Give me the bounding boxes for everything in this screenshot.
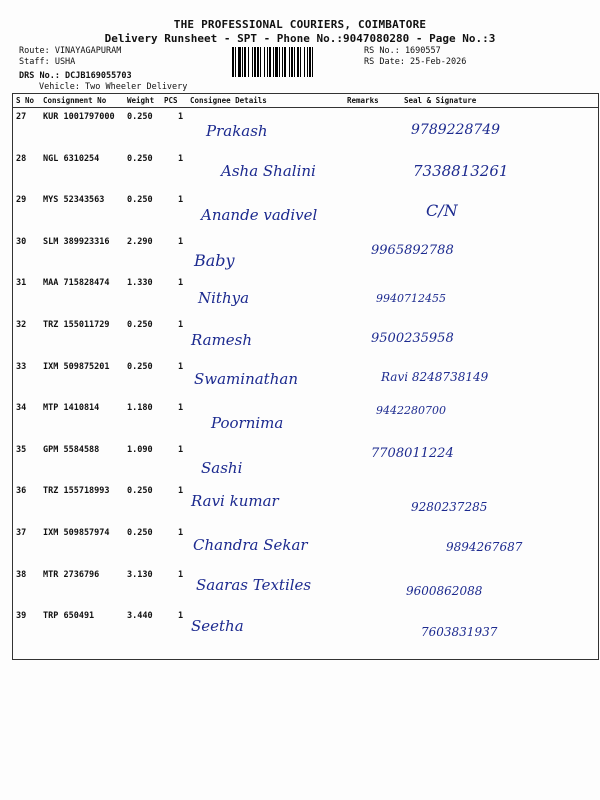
- col-sno: S No: [16, 96, 35, 105]
- row-consignee-handwritten: Saaras Textiles: [196, 575, 312, 594]
- meta-left: [19, 46, 132, 82]
- row-weight: 3.440: [127, 611, 153, 622]
- row-consignee-handwritten: Sashi: [201, 458, 243, 477]
- page-title: THE PROFESSIONAL COURIERS, COIMBATORE: [173, 18, 427, 31]
- table-row: [13, 441, 598, 482]
- col-consignment: Consignment No: [43, 96, 107, 105]
- row-weight: 0.250: [127, 153, 153, 164]
- row-consignee-handwritten: Poornima: [211, 414, 284, 433]
- row-signature: C/N: [426, 201, 458, 221]
- row-pcs: 1: [178, 403, 184, 414]
- rs-date-label: RS Date: 25-Feb-2026: [364, 57, 467, 67]
- table-header: [13, 94, 598, 108]
- row-pcs: 1: [178, 444, 184, 455]
- row-pcs: 1: [178, 486, 184, 497]
- row-weight: 1.180: [127, 403, 153, 414]
- row-signature: 7338813261: [413, 161, 509, 180]
- row-signature: 9500235958: [371, 331, 454, 346]
- row-sno: 37: [16, 528, 27, 538]
- row-pcs: 1: [178, 611, 184, 622]
- row-consignment: MTP 1410814: [43, 403, 100, 414]
- row-consignee-handwritten: Ramesh: [191, 331, 253, 349]
- row-pcs: 1: [178, 569, 184, 580]
- row-weight: 0.250: [127, 320, 153, 330]
- row-consignment: SLM 389923316: [43, 236, 110, 247]
- row-weight: 0.250: [127, 528, 153, 538]
- col-consignee: Consignee Details: [190, 96, 267, 105]
- row-sno: 34: [16, 403, 27, 414]
- row-pcs: 1: [178, 195, 184, 206]
- row-pcs: 1: [178, 153, 184, 164]
- table-row: [13, 482, 598, 523]
- row-signature: 9442280700: [376, 404, 446, 418]
- row-signature: 9965892788: [371, 242, 454, 258]
- row-weight: 0.250: [127, 195, 153, 206]
- meta-right: [364, 46, 466, 68]
- row-consignee-handwritten: Prakash: [206, 122, 268, 140]
- row-consignee-handwritten: Baby: [194, 250, 235, 270]
- row-consignee-handwritten: Anande vadivel: [201, 206, 318, 225]
- row-consignment: IXM 509857974: [43, 528, 110, 538]
- row-sno: 33: [16, 361, 27, 372]
- row-pcs: 1: [178, 361, 184, 372]
- row-sno: 27: [16, 112, 27, 122]
- row-weight: 1.090: [127, 444, 153, 455]
- row-weight: 0.250: [127, 112, 153, 122]
- table-row: [13, 566, 598, 607]
- row-consignment: TRZ 155011729: [43, 320, 110, 330]
- row-weight: 3.130: [127, 569, 153, 580]
- row-consignment: TRZ 155718993: [43, 486, 110, 497]
- table-row: [13, 399, 598, 440]
- table-row: [13, 524, 598, 565]
- row-weight: 2.290: [127, 236, 153, 247]
- row-consignment: MTR 2736796: [43, 569, 100, 580]
- row-pcs: 1: [178, 112, 184, 122]
- row-sno: 38: [16, 569, 27, 580]
- table-row: [13, 358, 598, 399]
- col-pcs: PCS: [164, 96, 178, 105]
- row-signature: 7708011224: [371, 445, 454, 461]
- row-sno: 29: [16, 195, 27, 206]
- vehicle-label: Vehicle: Two Wheeler Delivery: [39, 82, 188, 92]
- row-weight: 1.330: [127, 278, 153, 289]
- row-consignment: TRP 650491: [43, 611, 95, 622]
- table-row: [13, 150, 598, 191]
- page-subtitle: Delivery Runsheet - SPT - Phone No.:9047080280 - Page No.:3: [104, 32, 496, 45]
- row-signature: 9789228749: [411, 122, 501, 138]
- row-pcs: 1: [178, 528, 184, 538]
- rs-no-label: RS No.: 1690557: [364, 46, 441, 56]
- row-signature: 9280237285: [411, 500, 488, 515]
- row-consignee-handwritten: Nithya: [198, 289, 250, 308]
- row-sno: 30: [16, 236, 27, 247]
- row-consignment: IXM 509875201: [43, 361, 110, 372]
- row-pcs: 1: [178, 236, 184, 247]
- row-signature: 9940712455: [376, 292, 446, 306]
- table-row: [13, 108, 598, 149]
- col-weight: Weight: [127, 96, 155, 105]
- row-consignment: KUR 1001797000: [43, 112, 115, 122]
- col-seal: Seal & Signature: [404, 96, 477, 105]
- row-consignee-handwritten: Ravi kumar: [191, 492, 279, 511]
- row-consignee-handwritten: Swaminathan: [194, 369, 298, 388]
- row-pcs: 1: [178, 278, 184, 289]
- row-consignment: MYS 52343563: [43, 195, 105, 206]
- row-signature: 9894267687: [446, 540, 523, 554]
- table-row: [13, 233, 598, 274]
- row-signature: Ravi 8248738149: [381, 369, 489, 384]
- route-label: Route: VINAYAGAPURAM: [19, 46, 122, 56]
- row-sno: 35: [16, 444, 27, 455]
- row-weight: 0.250: [127, 486, 153, 497]
- row-consignment: MAA 715828474: [43, 278, 110, 289]
- row-sno: 28: [16, 153, 27, 164]
- row-sno: 39: [16, 611, 27, 622]
- runsheet-table: [12, 93, 599, 660]
- table-row: [13, 274, 598, 315]
- table-row: [13, 607, 598, 648]
- row-consignee-handwritten: Chandra Sekar: [193, 536, 308, 554]
- col-remarks: Remarks: [347, 96, 379, 105]
- staff-label: Staff: USHA: [19, 57, 76, 67]
- drs-label: DRS No.: DCJB169055703: [19, 71, 132, 81]
- row-signature: 9600862088: [406, 583, 483, 598]
- row-pcs: 1: [178, 320, 184, 330]
- row-sno: 32: [16, 320, 27, 330]
- table-row: [13, 316, 598, 357]
- table-row: [13, 191, 598, 232]
- barcode: [232, 47, 360, 77]
- row-consignment: NGL 6310254: [43, 153, 100, 164]
- row-consignee-handwritten: Seetha: [191, 617, 244, 636]
- barcode-bar: [313, 47, 315, 77]
- row-sno: 36: [16, 486, 27, 497]
- row-weight: 0.250: [127, 361, 153, 372]
- row-signature: 7603831937: [421, 625, 498, 640]
- row-consignment: GPM 5584588: [43, 444, 100, 455]
- row-sno: 31: [16, 278, 27, 289]
- row-consignee-handwritten: Asha Shalini: [221, 161, 316, 180]
